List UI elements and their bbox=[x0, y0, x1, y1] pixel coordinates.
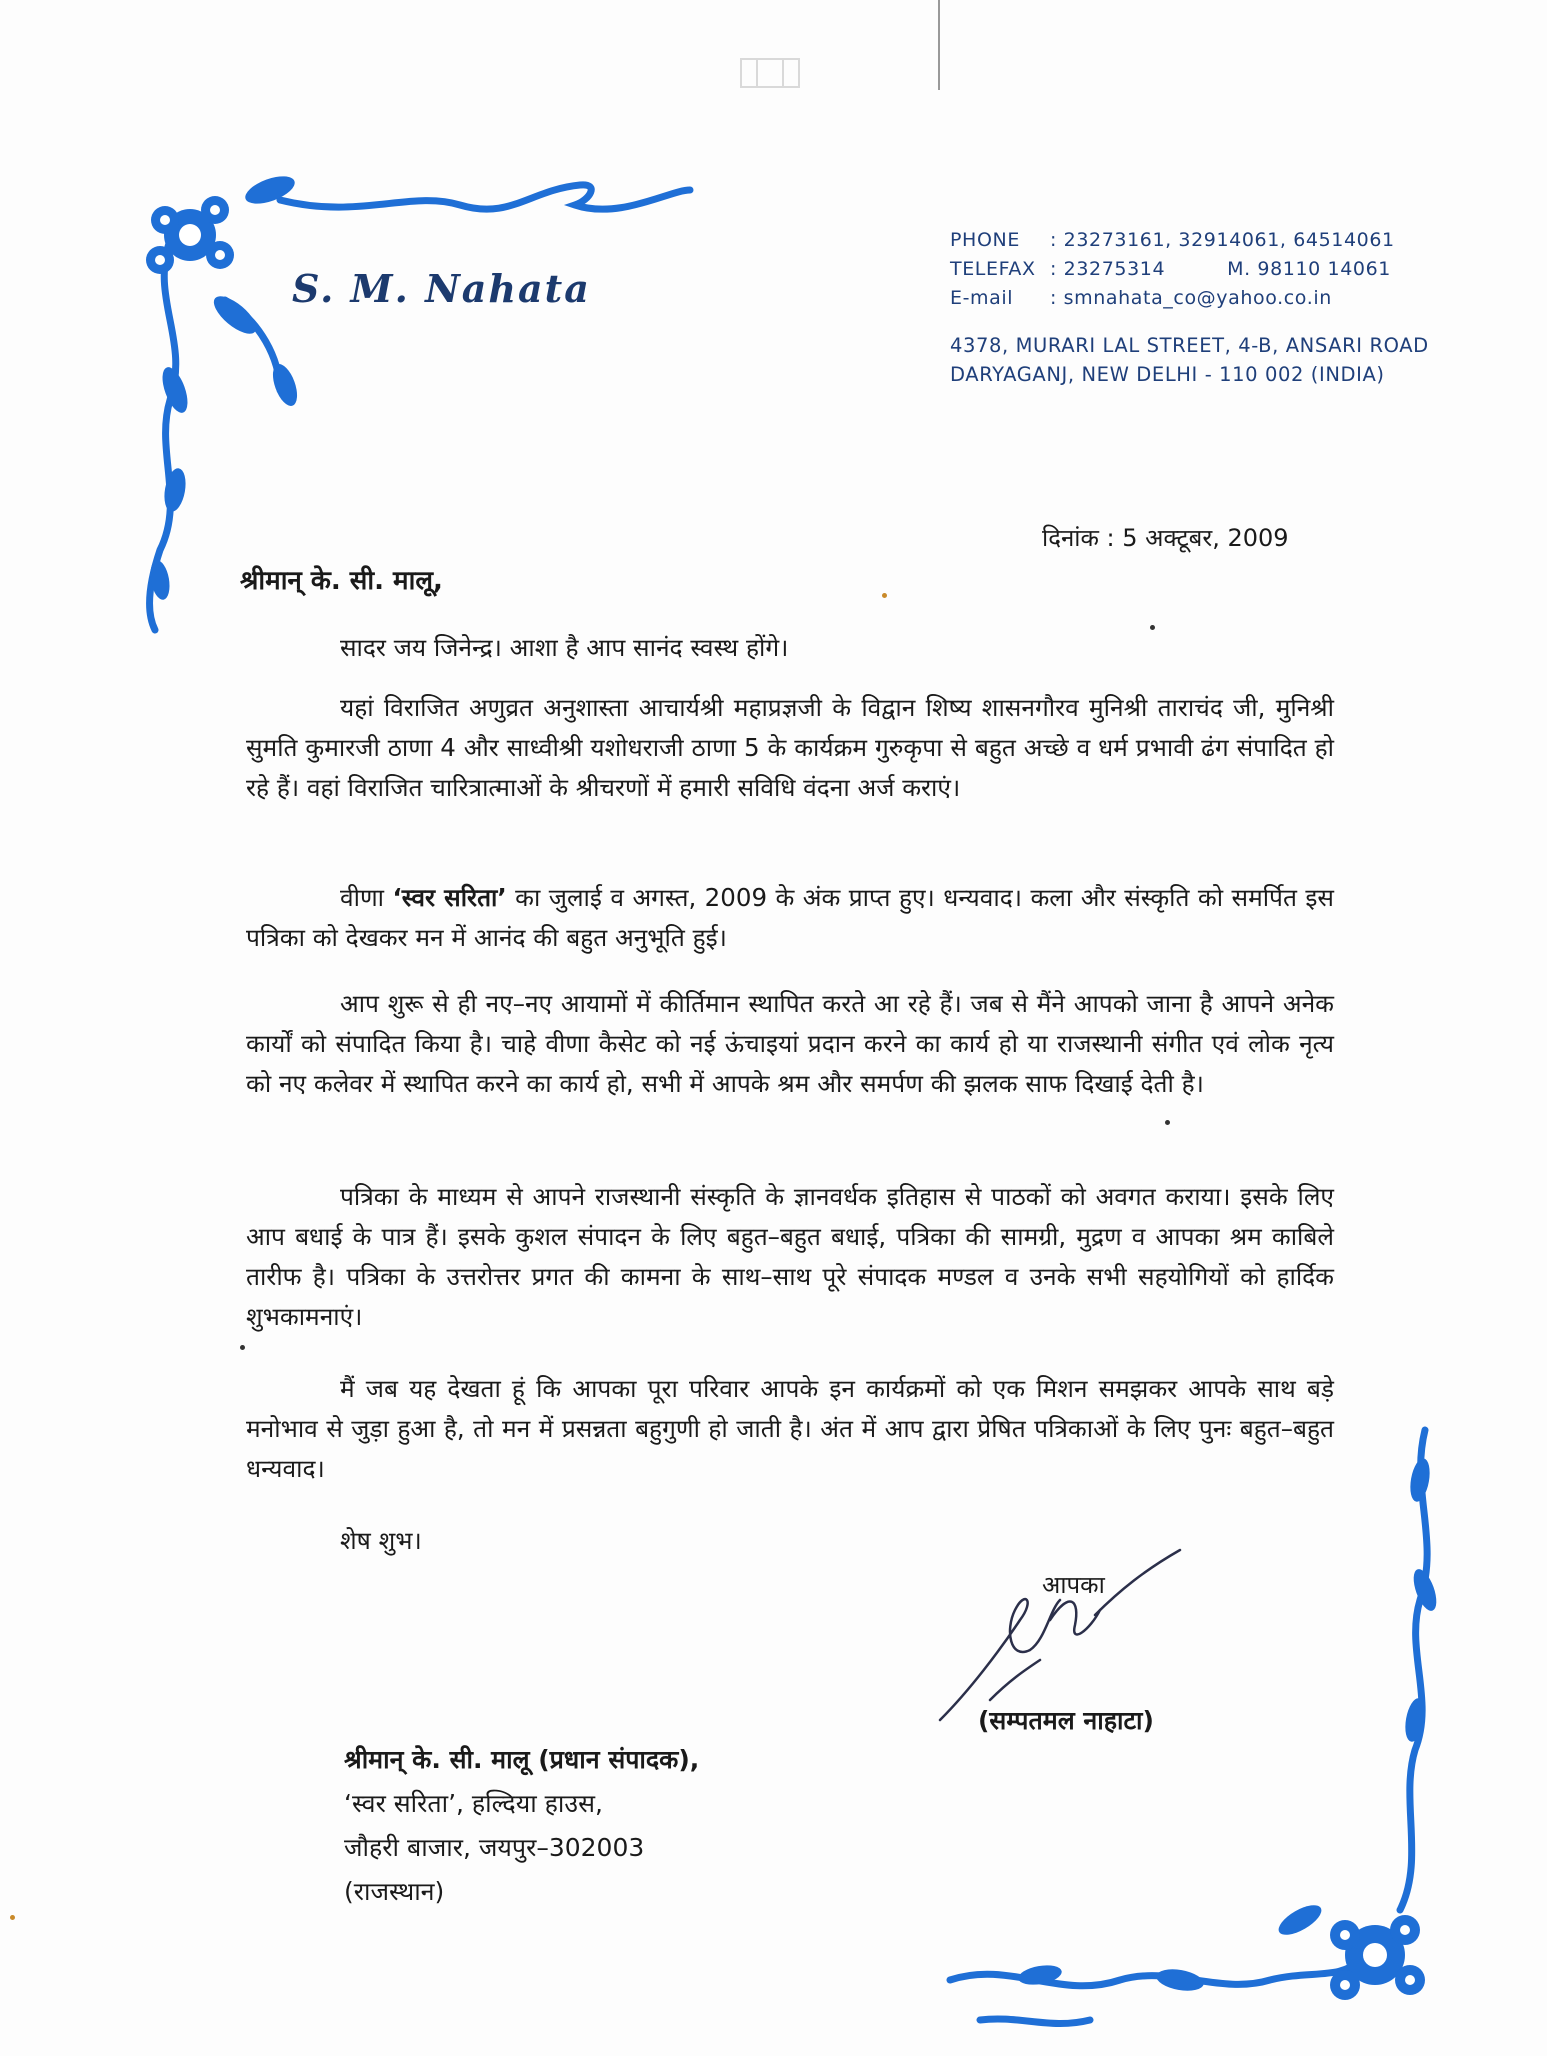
contact-block bbox=[950, 226, 1395, 313]
speck bbox=[882, 593, 887, 598]
paragraph-4-text: पत्रिका के माध्यम से आपने राजस्थानी संस्कृति के ज्ञानवर्धक इतिहास से पाठकों को अवगत कराया। इसके लिए आप बधाई के पात्र हैं। इसके कुशल संपादन के लिए बहुत–बहुत बधाई, पत्रिका की सामग्री, मुद्रण व आपका श्रम काबिले तारीफ है। पत्रिका के उत्तरोत्तर प्रगत की कामना के साथ–साथ पूरे संपादक मण्डल व उनके सभी सहयोगियों को हार्दिक शुभकामनाएं। bbox=[246, 1182, 1334, 1331]
letter-date: दिनांक : 5 अक्टूबर, 2009 bbox=[1042, 524, 1289, 552]
faint-stamp-mark bbox=[735, 55, 805, 90]
closing-yours: आपका bbox=[1042, 1571, 1105, 1599]
telefax-row bbox=[950, 255, 1395, 284]
sender-name: (सम्पतमल नाहाटा) bbox=[978, 1706, 1154, 1735]
paragraph-4 bbox=[246, 1177, 1334, 1337]
address-line-2: DARYAGANJ, NEW DELHI - 110 002 (INDIA) bbox=[950, 363, 1385, 386]
addressee-block bbox=[344, 1738, 699, 1914]
email-address: : smnahata_co@yahoo.co.in bbox=[1050, 287, 1332, 309]
address-block bbox=[950, 331, 1429, 389]
telefax-label: TELEFAX bbox=[950, 258, 1036, 280]
mobile-number: M. 98110 14061 bbox=[1227, 258, 1391, 280]
addressee-line-1: श्रीमान् के. सी. मालू (प्रधान संपादक), bbox=[344, 1745, 700, 1774]
phone-row bbox=[950, 226, 1395, 255]
closing-wishes: शेष शुभ। bbox=[340, 1526, 422, 1555]
addressee-line-4: (राजस्थान) bbox=[344, 1877, 445, 1906]
telefax-number: : 23275314 bbox=[1050, 258, 1166, 280]
paragraph-5 bbox=[246, 1369, 1334, 1489]
paragraph-greeting bbox=[246, 628, 1334, 668]
letterhead-name: S. M. Nahata bbox=[292, 266, 591, 311]
signature-mark bbox=[930, 1530, 1190, 1730]
speck bbox=[1165, 1120, 1170, 1125]
paragraph-3 bbox=[246, 984, 1334, 1104]
paragraph-greeting-text: सादर जय जिनेन्द्र। आशा है आप सानंद स्वस्थ होंगे। bbox=[340, 633, 789, 662]
email-label: E-mail bbox=[950, 287, 1014, 309]
addressee-line-2: ‘स्वर सरिता’, हल्दिया हाउस, bbox=[344, 1789, 603, 1818]
speck bbox=[240, 1345, 245, 1350]
magazine-title: ‘स्वर सरिता’ bbox=[392, 883, 507, 912]
addressee-line-3: जौहरी बाजार, जयपुर–302003 bbox=[344, 1833, 645, 1862]
phone-label: PHONE bbox=[950, 229, 1020, 251]
paragraph-1-text: यहां विराजित अणुव्रत अनुशास्ता आचार्यश्री महाप्रज्ञजी के विद्वान शिष्य शासनगौरव मुनिश्री ताराचंद जी, मुनिश्री सुमति कुमारजी ठाणा 4 और साध्वीश्री यशोधराजी ठाणा 5 के कार्यक्रम गुरुकृपा से बहुत अच्छे व धर्म प्रभावी ढंग संपादित हो रहे हैं। वहां विराजित चारित्रात्माओं के श्रीचरणों में हमारी सविधि वंदना अर्ज कराएं। bbox=[246, 693, 1334, 802]
speck bbox=[10, 1915, 15, 1920]
paragraph-3-text: आप शुरू से ही नए–नए आयामों में कीर्तिमान स्थापित करते आ रहे हैं। जब से मैंने आपको जाना है आपने अनेक कार्यों को संपादित किया है। चाहे वीणा कैसेट को नई ऊंचाइयां प्रदान करने का कार्य हो या राजस्थानी संगीत एवं लोक नृत्य को नए कलेवर में स्थापित करने का कार्य हो, सभी में आपके श्रम और समर्पण की झलक साफ दिखाई देती है। bbox=[246, 989, 1334, 1098]
paragraph-2-rest: का जुलाई व अगस्त, 2009 के अंक प्राप्त हुए। धन्यवाद। कला और संस्कृति को समर्पित इस पत्रिका को देखकर मन में आनंद की बहुत अनुभूति हुई। bbox=[246, 883, 1334, 952]
speck bbox=[1150, 625, 1155, 630]
paragraph-2-start: वीणा bbox=[340, 883, 393, 912]
phone-numbers: : 23273161, 32914061, 64514061 bbox=[1050, 229, 1395, 251]
scan-edge-line bbox=[938, 0, 940, 90]
paragraph-2 bbox=[246, 878, 1334, 958]
paragraph-1 bbox=[246, 688, 1334, 808]
paragraph-5-text: मैं जब यह देखता हूं कि आपका पूरा परिवार आपके इन कार्यक्रमों को एक मिशन समझकर आपके साथ बड़े मनोभाव से जुड़ा हुआ है, तो मन में प्रसन्नता बहुगुणी हो जाती है। अंत में आप द्वारा प्रेषित पत्रिकाओं के लिए पुनः बहुत–बहुत धन्यवाद। bbox=[246, 1374, 1334, 1483]
email-row bbox=[950, 284, 1395, 313]
address-line-1: 4378, MURARI LAL STREET, 4-B, ANSARI ROAD bbox=[950, 334, 1429, 357]
salutation: श्रीमान् के. सी. मालू, bbox=[240, 566, 443, 596]
